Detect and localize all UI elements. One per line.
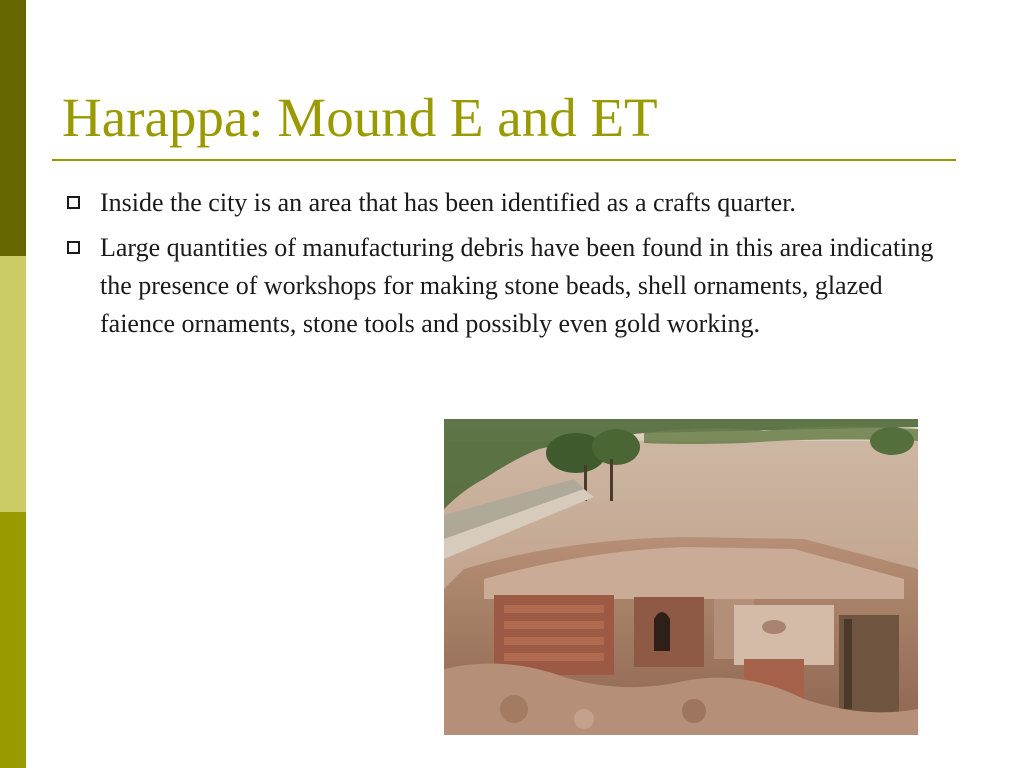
excavation-site-photo — [444, 419, 918, 735]
bullet-list — [62, 184, 962, 350]
side-bar-top — [0, 0, 26, 256]
side-bar-bottom — [0, 512, 26, 768]
title-underline — [52, 159, 956, 161]
bullet-item — [62, 229, 962, 343]
square-bullet-icon — [67, 196, 80, 209]
bullet-text: Inside the city is an area that has been identified as a crafts quarter. — [100, 188, 796, 217]
bullet-item — [62, 184, 962, 222]
square-bullet-icon — [67, 241, 80, 254]
slide-title: Harappa: Mound E and ET — [62, 87, 658, 148]
side-bar-middle — [0, 256, 26, 512]
bullet-text: Large quantities of manufacturing debris have been found in this area indicating the presence of workshops for making stone beads, shell ornaments, glazed faience ornaments, stone tools and possibly even gold working. — [100, 233, 934, 338]
